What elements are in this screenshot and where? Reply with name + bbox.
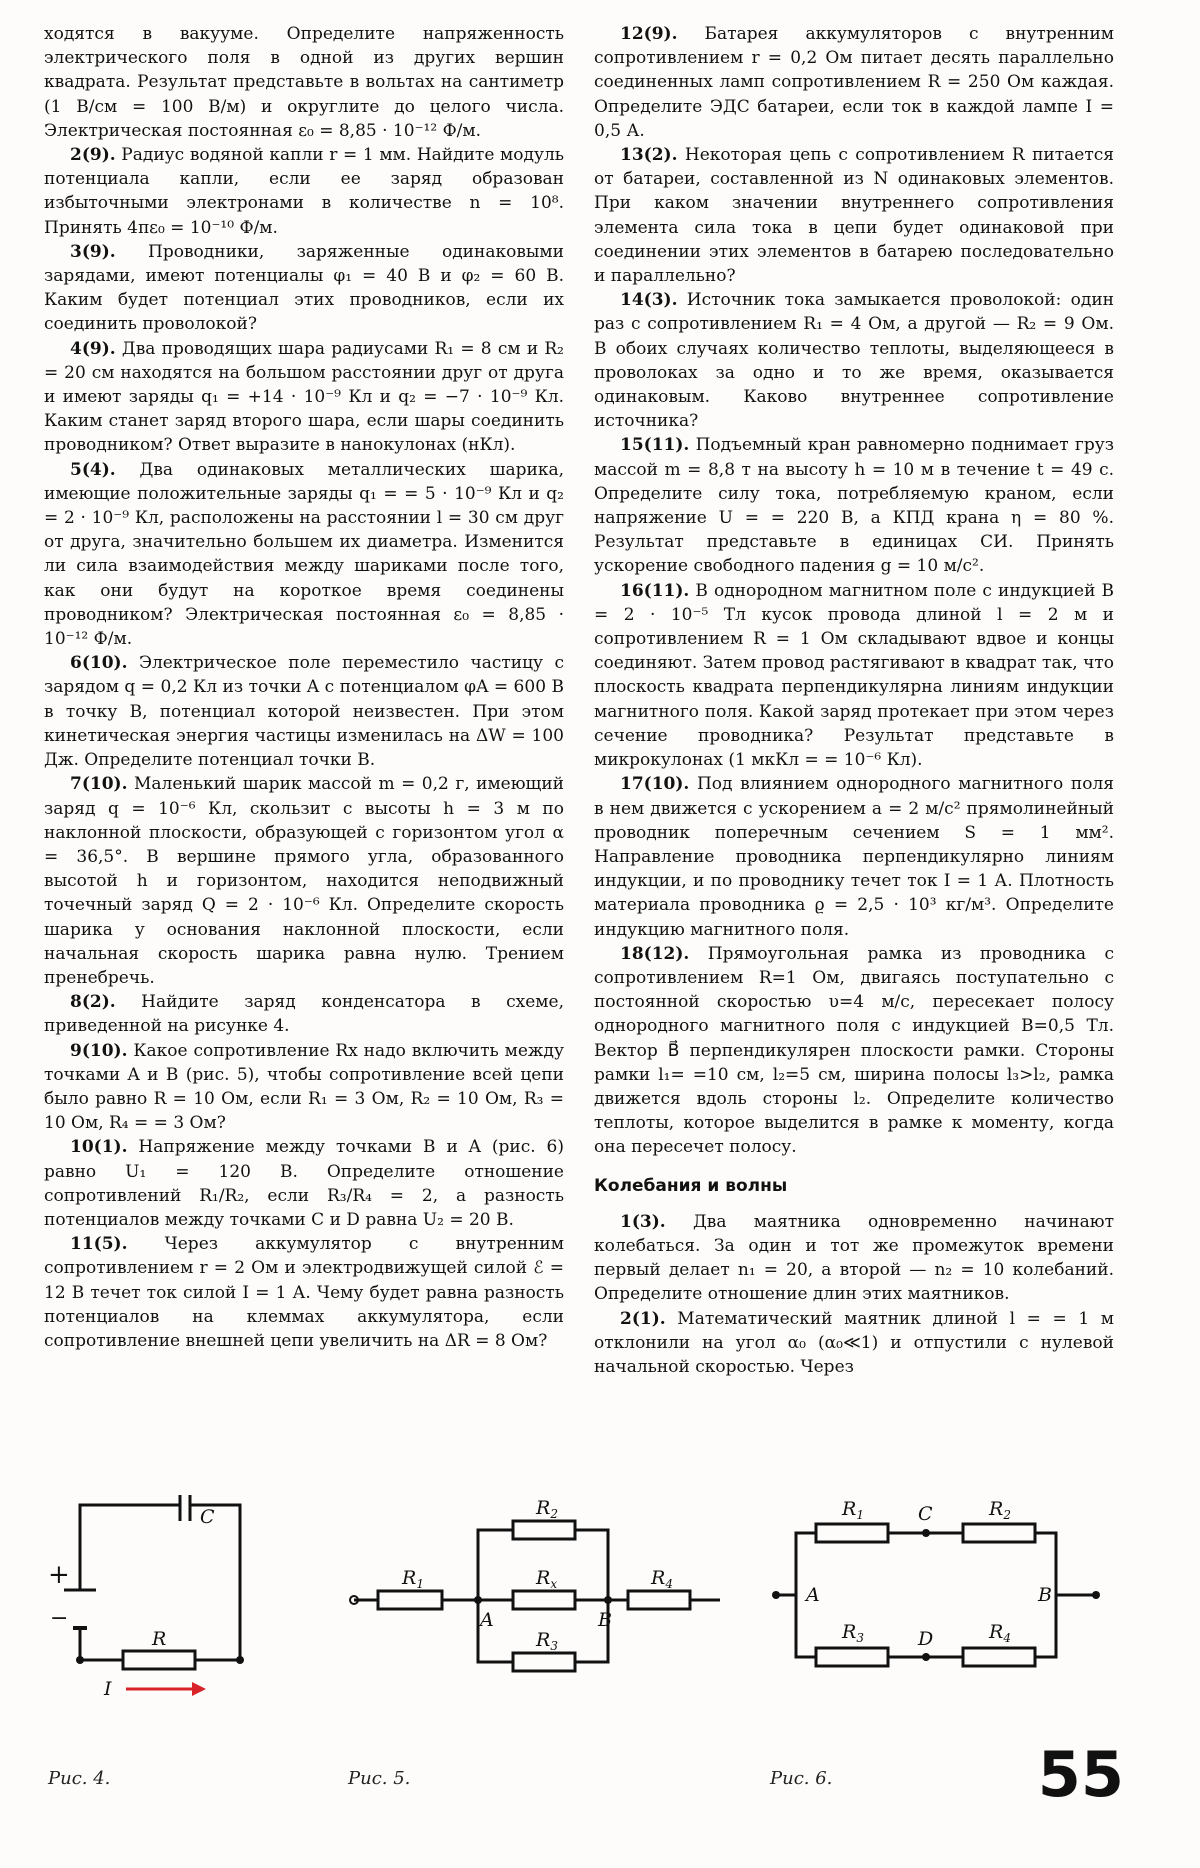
fig4-res-label: R	[152, 1628, 167, 1650]
problem-paragraph	[594, 942, 1114, 1160]
problem-paragraph	[44, 651, 564, 772]
fig4-current-label: I	[104, 1678, 112, 1700]
problem-paragraph	[594, 1307, 1114, 1380]
problem-text: Через аккумулятор с внутренним сопротивлением r = 2 Ом и электродвижущей силой ℰ = 12 В течет ток силой I = 1 А. Чему будет равна разность потенциалов на клеммах аккумулятора, если сопротивление внешней цепи увеличить на ΔR = 8 Ом?	[44, 1234, 564, 1351]
problem-number: 4(9).	[70, 338, 116, 359]
problem-text: Проводники, заряженные одинаковыми зарядами, имеют потенциалы φ₁ = 40 В и φ₂ = 60 В. Каким будет потенциал этих проводников, если их соединить проволокой?	[44, 241, 564, 335]
fig4-minus-label: −	[50, 1606, 69, 1631]
fig6-b-label: B	[1038, 1584, 1052, 1606]
fig6-a-label: A	[806, 1584, 820, 1606]
problem-number: 2(9).	[70, 145, 116, 166]
problem-number: 17(10).	[620, 774, 690, 795]
figure-5-caption: Рис. 5.	[348, 1768, 411, 1789]
problem-paragraph	[44, 772, 564, 990]
problem-continuation: ходятся в вакууме. Определите напряженность электрического поля в одной из других вершин квадрата. Результат представьте в вольтах на сантиметр (1 В/см = 100 В/м) и округлите до целого числа. Электрическая постоянная ε₀ = 8,85 · 10⁻¹² Ф/м.	[44, 24, 564, 141]
problem-number: 5(4).	[70, 459, 116, 480]
problem-paragraph	[594, 579, 1114, 773]
problem-text: Подъемный кран равномерно поднимает груз массой m = 8,8 т на высоту h = 10 м в течение t = 49 с. Определите силу тока, потребляемую краном, если напряжение U = = 220 В, а КПД крана η = 80 %. Результат представьте в единицах СИ. Принять ускорение свободного падения g = 10 м/с².	[594, 435, 1114, 577]
fig6-d-label: D	[918, 1628, 934, 1650]
problem-text: Найдите заряд конденсатора в схеме, приведенной на рисунке 4.	[44, 992, 564, 1037]
section-heading: Колебания и волны	[594, 1175, 788, 1196]
problem-text: Два одинаковых металлических шарика, имеющие положительные заряды q₁ = = 5 · 10⁻⁹ Кл и q₂ = 2 · 10⁻⁹ Кл, расположены на расстоянии l = 30 см друг от друга, значительно большем их диаметра. Изменится ли сила взаимодействия между шариками после того, как они будут на короткое время соединены проводником? Электрическая постоянная ε₀ = 8,85 · 10⁻¹² Ф/м.	[44, 459, 564, 650]
problem-text: Какое сопротивление Rx надо включить между точками A и B (рис. 5), чтобы сопротивление всей цепи было равно R = 10 Ом, если R₁ = 3 Ом, R₂ = 10 Ом, R₃ = 10 Ом, R₄ = = 3 Ом?	[44, 1040, 564, 1134]
fig6-c-label: C	[918, 1503, 933, 1525]
fig5-r2-label: $R_2$	[536, 1497, 558, 1521]
problem-number: 9(10).	[70, 1040, 128, 1061]
problem-number: 14(3).	[620, 290, 678, 311]
fig4-current-arrow	[126, 1682, 206, 1696]
problem-number: 6(10).	[70, 653, 128, 674]
problem-text: Радиус водяной капли r = 1 мм. Найдите модуль потенциала капли, если ее заряд образован избыточными электронами в количестве n = 10⁸. Принять 4πε₀ = 10⁻¹⁰ Ф/м.	[44, 145, 564, 238]
problem-number: 11(5).	[70, 1234, 128, 1255]
problem-text: Напряжение между точками B и A (рис. 6) равно U₁ = 120 В. Определите отношение сопротивлений R₁/R₂, если R₃/R₄ = 2, а разность потенциалов между точками C и D равна U₂ = 20 В.	[44, 1137, 564, 1230]
problem-text: Электрическое поле переместило частицу с зарядом q = 0,2 Кл из точки A с потенциалом φA = 600 В в точку B, потенциал которой неизвестен. При этом кинетическая энергия частицы изменилась на ΔW = 100 Дж. Определите потенциал точки B.	[44, 653, 564, 771]
fig4-plus-label: +	[48, 1560, 70, 1590]
problem-text: Источник тока замыкается проволокой: один раз с сопротивлением R₁ = 4 Ом, а другой — R₂ = 9 Ом. В обоих случаях количество теплоты, выделяющееся в проволоках за одно и то же время, оказывается одинаковым. Каково внутреннее сопротивление источника?	[594, 290, 1114, 432]
right-column	[594, 22, 1114, 1379]
problem-text: Прямоугольная рамка из проводника с сопротивлением R=1 Ом, двигаясь поступательно с постоянной скоростью υ=4 м/с, пересекает полосу однородного магнитного поля с индукцией B=0,5 Тл. Вектор B⃗ перпендикулярен плоскости рамки. Стороны рамки l₁= =10 см, l₂=5 см, ширина полосы l₃>l₂, рамка движется вдоль стороны l₂. Определите количество теплоты, которое выделится в рамке к моменту, когда она пересечет полосу.	[594, 943, 1114, 1158]
problem-number: 16(11).	[620, 580, 690, 601]
fig6-r4-label: $R_4$	[989, 1621, 1011, 1645]
problem-paragraph	[44, 143, 564, 240]
fig5-r4-label: $R_4$	[651, 1567, 673, 1591]
problem-paragraph	[594, 22, 1114, 143]
problem-paragraph	[44, 990, 564, 1038]
figure-4-circuit	[40, 1495, 250, 1715]
problem-paragraph	[44, 240, 564, 337]
problem-paragraph	[44, 1232, 564, 1353]
problem-number: 7(10).	[70, 774, 128, 795]
problem-paragraph	[44, 1135, 564, 1232]
problem-text: В однородном магнитном поле с индукцией B = 2 · 10⁻⁵ Тл кусок провода длиной l = 2 м и сопротивлением R = 1 Ом складывают вдвое и концы соединяют. Затем провод растягивают в квадрат так, что плоскость квадрата перпендикулярна линиям индукции магнитного поля. Какой заряд протекает при этом через сечение проводника? Результат представьте в микрокулонах (1 мкКл = = 10⁻⁶ Кл).	[594, 580, 1114, 771]
problem-paragraph	[44, 1039, 564, 1136]
problem-number: 3(9).	[70, 241, 116, 262]
page-number: 55	[1037, 1738, 1124, 1811]
problem-number: 8(2).	[70, 992, 116, 1013]
fig5-r3-label: $R_3$	[536, 1629, 558, 1653]
fig6-r1-label: $R_1$	[842, 1498, 864, 1522]
problem-paragraph	[44, 458, 564, 652]
fig4-cap-label: C	[200, 1506, 215, 1528]
fig6-r2-label: $R_2$	[989, 1498, 1011, 1522]
problem-number: 1(3).	[620, 1211, 666, 1232]
problem-number: 10(1).	[70, 1137, 128, 1158]
problem-paragraph	[594, 288, 1114, 433]
problem-text: Математический маятник длиной l = = 1 м отклонили на угол α₀ (α₀≪1) и отпустили с нулевой начальной скоростью. Через	[594, 1308, 1114, 1377]
problem-text: Некоторая цепь с сопротивлением R питается от батареи, составленной из N одинаковых элементов. При каком значении внутреннего сопротивления элемента сила тока в цепи будет одинаковой при соединении этих элементов в батарею последовательно и параллельно?	[594, 145, 1114, 287]
figure-6-circuit	[770, 1495, 1100, 1695]
problem-paragraph	[594, 772, 1114, 941]
problem-text: Под влиянием однородного магнитного поля в нем движется с ускорением a = 2 м/с² прямолинейный проводник поперечным сечением S = 1 мм². Направление проводника перпендикулярно линиям индукции, и по проводнику течет ток I = 1 А. Плотность материала проводника ϱ = 2,5 · 10³ кг/м³. Определите индукцию магнитного поля.	[594, 774, 1114, 940]
problem-text: Два маятника одновременно начинают колебаться. За один и тот же промежуток времени первый делает n₁ = 20, а второй — n₂ = 10 колебаний. Определите отношение длин этих маятников.	[594, 1211, 1114, 1305]
figure-5-circuit	[340, 1490, 720, 1700]
problem-number: 13(2).	[620, 145, 678, 166]
problem-number: 12(9).	[620, 24, 678, 44]
fig5-r1-label: $R_1$	[402, 1567, 424, 1591]
figure-6-caption: Рис. 6.	[770, 1768, 833, 1789]
problem-number: 2(1).	[620, 1308, 666, 1329]
fig5-a-label: A	[480, 1609, 494, 1631]
problem-number: 18(12).	[620, 943, 690, 964]
problem-number: 15(11).	[620, 435, 690, 456]
problem-text: Два проводящих шара радиусами R₁ = 8 см и R₂ = 20 см находятся на большом расстоянии друг от друга и имеют заряды q₁ = +14 · 10⁻⁹ Кл и q₂ = −7 · 10⁻⁹ Кл. Каким станет заряд второго шара, если шары соединить проводником? Ответ выразите в нанокулонах (нКл).	[44, 338, 564, 456]
fig5-b-label: B	[598, 1609, 612, 1631]
figure-4-caption: Рис. 4.	[48, 1768, 111, 1789]
problem-paragraph	[594, 143, 1114, 288]
problem-text: Батарея аккумуляторов с внутренним сопротивлением r = 0,2 Ом питает десять параллельно соединенных ламп сопротивлением R = 250 Ом каждая. Определите ЭДС батареи, если ток в каждой лампе I = 0,5 А.	[594, 24, 1114, 141]
fig5-rx-label: $R_x$	[536, 1567, 558, 1591]
problem-text: Маленький шарик массой m = 0,2 г, имеющий заряд q = 10⁻⁶ Кл, скользит с высоты h = 3 м по наклонной плоскости, образующей с горизонтом угол α = 36,5°. В вершине прямого угла, образованного высотой h и горизонтом, находится неподвижный точечный заряд Q = 2 · 10⁻⁶ Кл. Определите скорость шарика у основания наклонной плоскости, если начальная скорость шарика равна нулю. Трением пренебречь.	[44, 774, 564, 988]
problem-paragraph	[594, 433, 1114, 578]
left-column	[44, 22, 564, 1353]
problem-paragraph	[44, 337, 564, 458]
problem-paragraph	[594, 1210, 1114, 1307]
fig6-r3-label: $R_3$	[842, 1621, 864, 1645]
